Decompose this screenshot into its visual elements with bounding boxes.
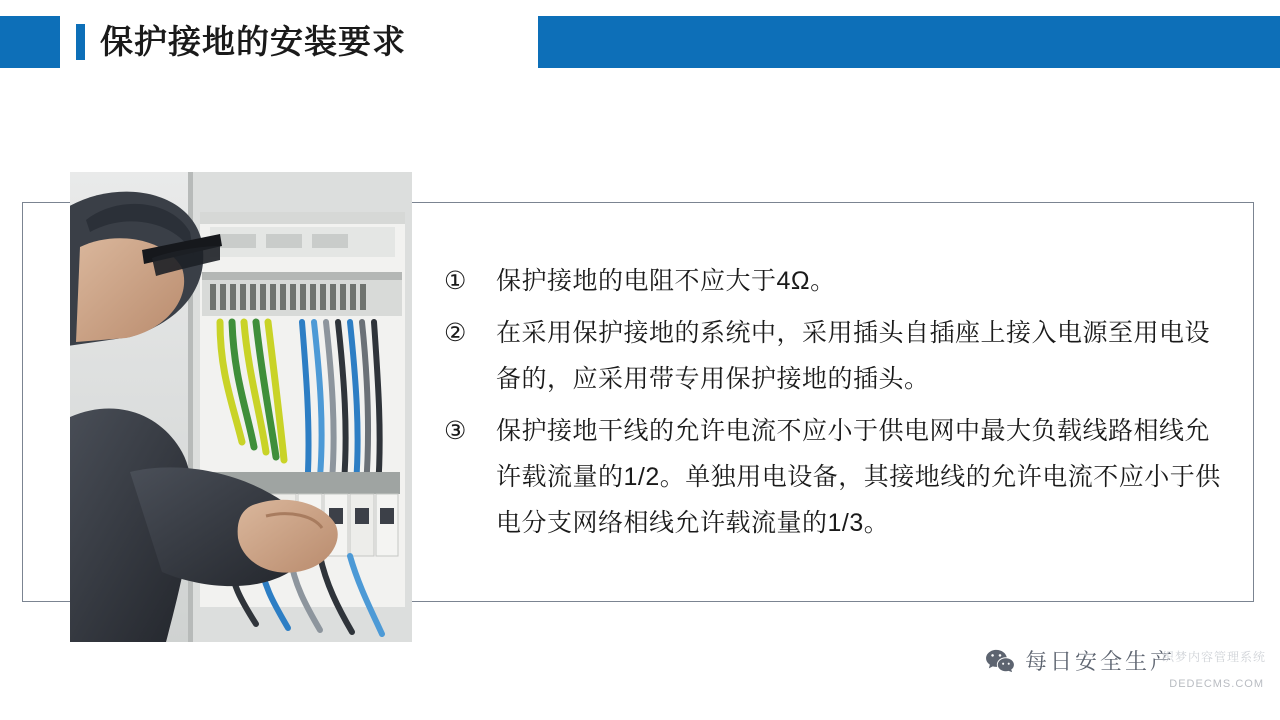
- wechat-account-badge: [985, 645, 1175, 676]
- list-item-text: 在采用保护接地的系统中，采用插头自插座上接入电源至用电设备的，应采用带专用保护接地的插头。: [496, 319, 1211, 393]
- list-item: [444, 310, 1234, 402]
- requirement-list: [444, 258, 1234, 552]
- list-item-text: 保护接地干线的允许电流不应小于供电网中最大负载线路相线允许载流量的1/2。单独用电设备，其接地线的允许电流不应小于供电分支网络相线允许载流量的1/3。: [496, 417, 1221, 537]
- list-item-marker: ①: [444, 267, 467, 295]
- wechat-icon: [985, 648, 1015, 674]
- list-item-marker: ②: [444, 319, 467, 347]
- wechat-account-name: 每日安全生产: [1025, 649, 1176, 674]
- watermark-cn: 织梦内容管理系统: [1161, 650, 1266, 664]
- slide-header: [0, 16, 1280, 68]
- electrician-photo: [70, 172, 412, 642]
- list-item: [444, 258, 1234, 304]
- list-item: [444, 408, 1234, 546]
- list-item-text: 保护接地的电阻不应大于4Ω。: [496, 267, 836, 295]
- watermark-en: DEDECMS.COM: [1169, 678, 1264, 690]
- page-title: 保护接地的安装要求: [100, 23, 406, 60]
- list-item-marker: ③: [444, 417, 467, 445]
- header-accent-mark: [76, 24, 85, 60]
